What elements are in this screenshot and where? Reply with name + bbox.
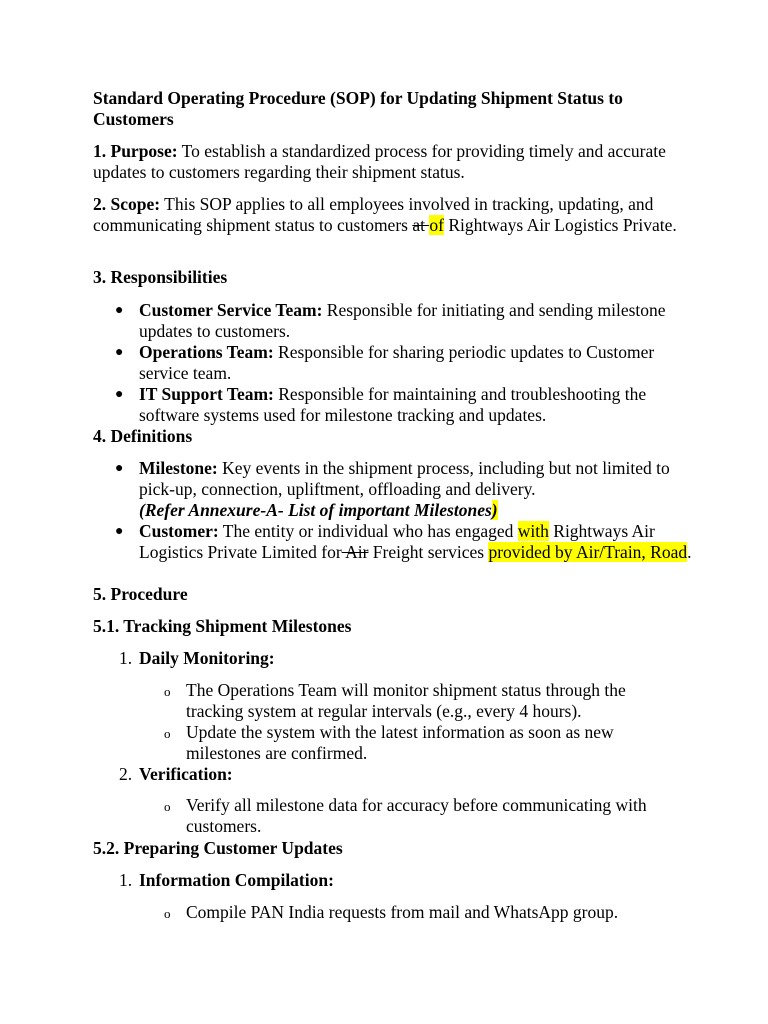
item-label: Operations Team: (139, 342, 274, 362)
annexure-close-paren: ) (491, 500, 498, 520)
annexure-reference: (Refer Annexure-A- List of important Milestones (139, 500, 492, 520)
list-item (115, 521, 699, 563)
item-number: 2. (119, 764, 133, 784)
purpose-text: To establish a standardized process for providing timely and accurate updates to customers regarding their shipment status. (93, 141, 666, 182)
verification-label: Verification: (139, 764, 233, 784)
circle-bullet-icon: o (164, 684, 171, 699)
item-text: Responsible for sharing periodic updates to Customer service team. (139, 342, 655, 383)
sub-item-text: Compile PAN India requests from mail and WhatsApp group. (186, 902, 619, 922)
item-text: Responsible for maintaining and troubleshooting the software systems used for milestone tracking and updates. (139, 384, 647, 425)
sub-list-item (164, 902, 686, 923)
milestone-text: Key events in the shipment process, including but not limited to pick-up, connection, upliftment, offloading and delivery. (139, 458, 670, 499)
procedure-heading: 5. Procedure (93, 584, 188, 604)
list-item (115, 342, 699, 384)
responsibilities-heading: 3. Responsibilities (93, 267, 228, 287)
circle-bullet-icon: o (164, 799, 171, 814)
item-text: Responsible for initiating and sending milestone updates to customers. (139, 300, 666, 341)
list-item (115, 384, 699, 426)
customer-struck-text: Air (341, 542, 369, 562)
list-item (115, 458, 699, 521)
customer-text: . (687, 542, 692, 562)
section-5-2-heading: 5.2. Preparing Customer Updates (93, 838, 343, 858)
sub-list-item (164, 722, 686, 764)
numbered-item (119, 870, 699, 891)
customer-text: Rightways Air Logistics Private Limited for (139, 521, 655, 562)
milestone-label: Milestone: (139, 458, 218, 478)
item-number: 1. (119, 648, 133, 668)
sub-list-item (164, 795, 686, 837)
numbered-item (119, 648, 699, 669)
bullet-icon: ● (115, 345, 124, 360)
scope-struck-text: at (412, 215, 430, 235)
circle-bullet-icon: o (164, 726, 171, 741)
definitions-heading: 4. Definitions (93, 426, 193, 446)
list-item (115, 300, 699, 342)
sub-list-item (164, 680, 686, 722)
item-label: Customer Service Team: (139, 300, 323, 320)
sub-item-text: Verify all milestone data for accuracy before communicating with customers. (186, 795, 647, 836)
information-compilation-label: Information Compilation: (139, 870, 334, 890)
document-title: Standard Operating Procedure (SOP) for Updating Shipment Status to Customers (93, 88, 623, 129)
section-5-1-heading: 5.1. Tracking Shipment Milestones (93, 616, 352, 636)
bullet-icon: ● (115, 524, 124, 539)
numbered-item (119, 764, 699, 785)
customer-text: Freight services (368, 542, 489, 562)
purpose-paragraph (93, 141, 693, 183)
scope-paragraph (93, 194, 693, 236)
circle-bullet-icon: o (164, 906, 171, 921)
scope-label: 2. Scope: (93, 194, 161, 214)
item-label: IT Support Team: (139, 384, 274, 404)
scope-highlight-text: of (429, 215, 444, 235)
daily-monitoring-label: Daily Monitoring: (139, 648, 275, 668)
purpose-label: 1. Purpose: (93, 141, 178, 161)
bullet-icon: ● (115, 387, 124, 402)
item-number: 1. (119, 870, 133, 890)
sub-item-text: Update the system with the latest information as soon as new milestones are confirmed. (186, 722, 614, 763)
customer-highlight-modes: provided by Air/Train, Road (488, 542, 688, 562)
customer-highlight-with: with (517, 521, 549, 541)
scope-text-end: Rightways Air Logistics Private. (443, 215, 677, 235)
sub-item-text: The Operations Team will monitor shipment status through the tracking system at regular intervals (e.g., every 4 hours). (186, 680, 626, 721)
customer-text: The entity or individual who has engaged (218, 521, 518, 541)
customer-label: Customer: (139, 521, 219, 541)
bullet-icon: ● (115, 461, 124, 476)
bullet-icon: ● (115, 303, 124, 318)
scope-text: This SOP applies to all employees involved in tracking, updating, and communicating shipment status to customers (93, 194, 654, 235)
